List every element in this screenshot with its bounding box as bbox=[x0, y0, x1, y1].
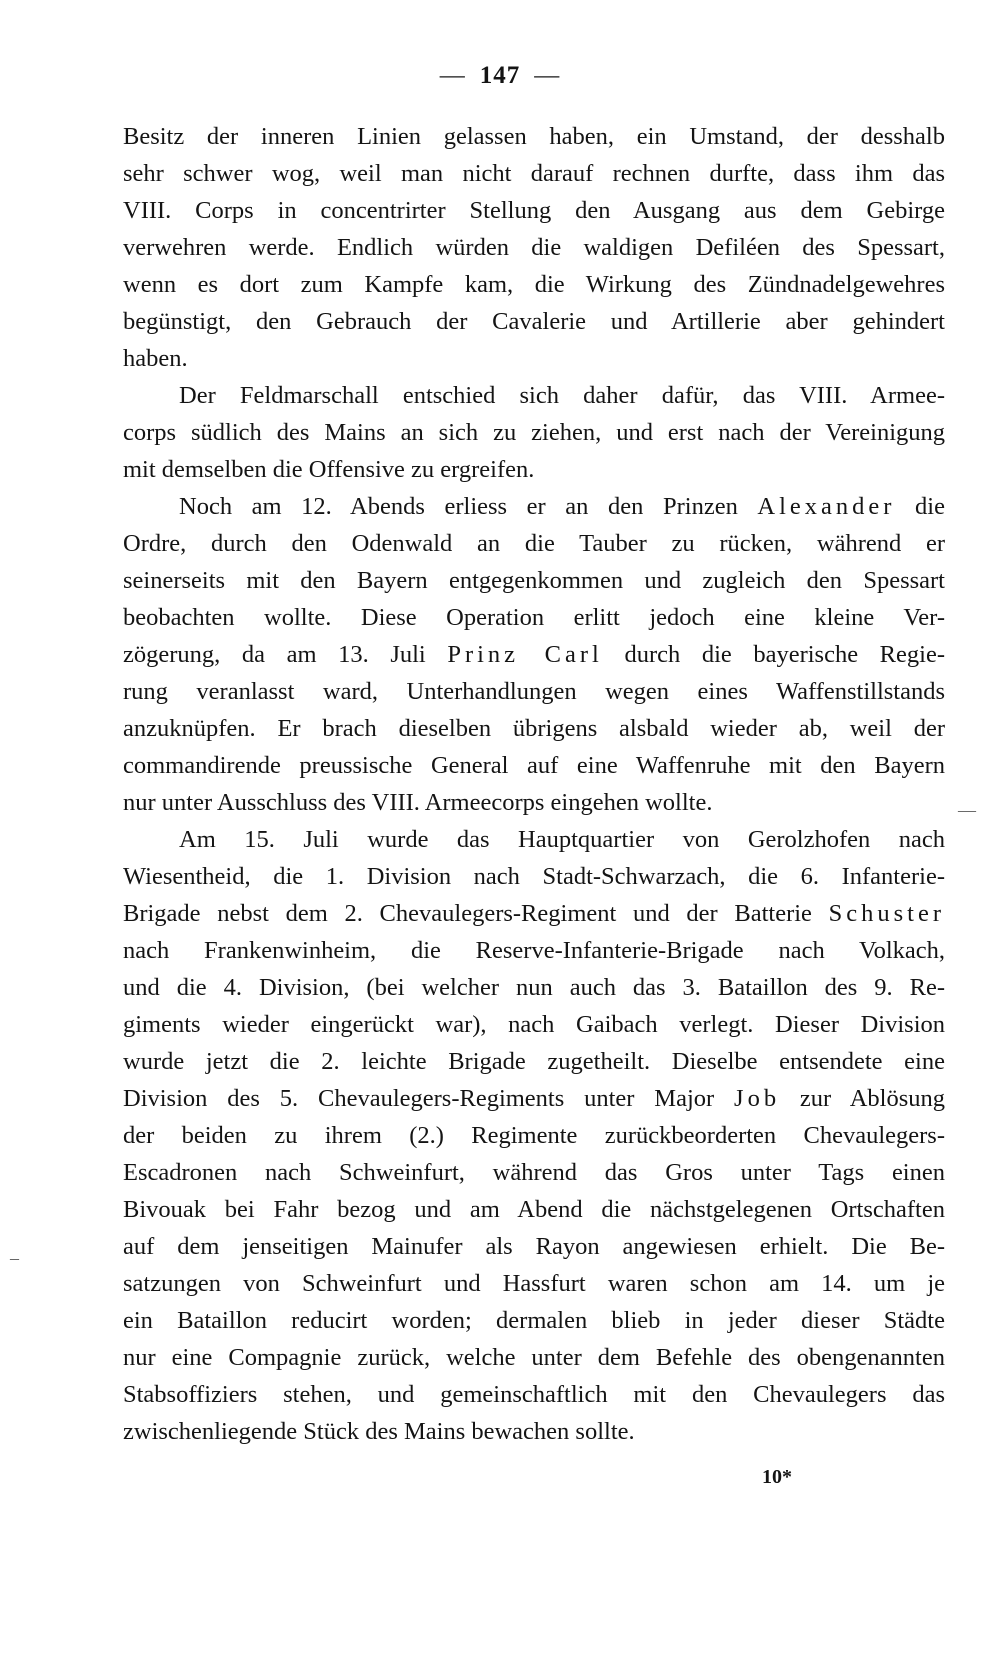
margin-mark: – bbox=[10, 1248, 19, 1268]
text-line bbox=[123, 636, 945, 673]
text-line: Wiesentheid, die 1. Division nach Stadt-Schwarzach, die 6. Infanterie- bbox=[123, 863, 945, 890]
person-name: Alexander bbox=[757, 493, 896, 520]
text-run: zur Ablösung bbox=[780, 1085, 945, 1112]
text-line: beobachten wollte. Diese Operation erlitt jedoch eine kleine Ver- bbox=[123, 604, 945, 631]
text-line: seinerseits mit den Bayern entgegenkommen und zugleich den Spessart bbox=[123, 567, 945, 594]
text-line: Ordre, durch den Odenwald an die Tauber zu rücken, während er bbox=[123, 530, 945, 557]
page-header bbox=[0, 62, 1000, 90]
text-line: nur unter Ausschluss des VIII. Armeecorps eingehen wollte. bbox=[123, 789, 713, 816]
text-run: Division des 5. Chevaulegers-Regiments unter Major bbox=[123, 1085, 735, 1112]
text-line: Bivouak bei Fahr bezog und am Abend die nächstgelegenen Ortschaften bbox=[123, 1196, 945, 1223]
text-line: auf dem jenseitigen Mainufer als Rayon angewiesen erhielt. Die Be- bbox=[123, 1233, 945, 1260]
text-line: nach Frankenwinheim, die Reserve-Infanterie-Brigade nach Volkach, bbox=[123, 937, 945, 964]
person-name: Schuster bbox=[828, 900, 945, 927]
text-line: und die 4. Division, (bei welcher nun auch das 3. Bataillon des 9. Re- bbox=[123, 974, 945, 1001]
text-line: Am 15. Juli wurde das Hauptquartier von Gerolzhofen nach bbox=[179, 826, 945, 853]
text-line: Escadronen nach Schweinfurt, während das Gros unter Tags einen bbox=[123, 1159, 945, 1186]
text-line: rung veranlasst ward, Unterhandlungen wegen eines Waffenstillstands bbox=[123, 678, 945, 705]
text-line: verwehren werde. Endlich würden die waldigen Defiléen des Spessart, bbox=[123, 234, 945, 261]
body-text bbox=[123, 118, 945, 1450]
text-line: mit demselben die Offensive zu ergreifen. bbox=[123, 456, 535, 483]
text-line: satzungen von Schweinfurt und Hassfurt waren schon am 14. um je bbox=[123, 1270, 945, 1297]
text-line: ein Bataillon reducirt worden; dermalen blieb in jeder dieser Städte bbox=[123, 1307, 945, 1334]
text-line: Besitz der inneren Linien gelassen haben, ein Umstand, der desshalb bbox=[123, 123, 945, 150]
text-line: wenn es dort zum Kampfe kam, die Wirkung des Zündnadelgewehres bbox=[123, 271, 945, 298]
text-line bbox=[123, 1080, 945, 1117]
text-line: VIII. Corps in concentrirter Stellung den Ausgang aus dem Gebirge bbox=[123, 197, 945, 224]
text-line: nur eine Compagnie zurück, welche unter dem Befehle des obengenannten bbox=[123, 1344, 945, 1371]
text-line: sehr schwer wog, weil man nicht darauf rechnen durfte, dass ihm das bbox=[123, 160, 945, 187]
header-dash-right: — bbox=[534, 62, 561, 89]
text-line: begünstigt, den Gebrauch der Cavalerie und Artillerie aber gehindert bbox=[123, 308, 945, 335]
text-run: durch die bayerische Regie- bbox=[602, 641, 945, 668]
signature-mark: 10* bbox=[762, 1466, 792, 1488]
text-run: zögerung, da am 13. Juli bbox=[123, 641, 448, 668]
text-line: anzuknüpfen. Er brach dieselben übrigens alsbald wieder ab, weil der bbox=[123, 715, 945, 742]
text-run: Brigade nebst dem 2. Chevaulegers-Regiment und der Batterie bbox=[123, 900, 829, 927]
text-line: haben. bbox=[123, 345, 188, 372]
header-dash-left: — bbox=[439, 62, 466, 89]
text-line: giments wieder eingerückt war), nach Gaibach verlegt. Dieser Division bbox=[123, 1011, 945, 1038]
person-name: Job bbox=[734, 1085, 781, 1112]
text-line bbox=[123, 488, 945, 525]
text-line: wurde jetzt die 2. leichte Brigade zugetheilt. Dieselbe entsendete eine bbox=[123, 1048, 945, 1075]
page-number: 147 bbox=[479, 62, 521, 89]
text-line: commandirende preussische General auf eine Waffenruhe mit den Bayern bbox=[123, 752, 945, 779]
text-line: corps südlich des Mains an sich zu ziehen, und erst nach der Vereinigung bbox=[123, 419, 945, 446]
text-run: die bbox=[895, 493, 945, 520]
margin-mark: — bbox=[958, 800, 976, 820]
text-run: Noch am 12. Abends erliess er an den Prinzen bbox=[179, 493, 758, 520]
text-line: Der Feldmarschall entschied sich daher dafür, das VIII. Armee- bbox=[179, 382, 945, 409]
text-line: der beiden zu ihrem (2.) Regimente zurückbeorderten Chevaulegers- bbox=[123, 1122, 945, 1149]
text-line: Stabsoffiziers stehen, und gemeinschaftlich mit den Chevaulegers das bbox=[123, 1381, 945, 1408]
text-line: zwischenliegende Stück des Mains bewachen sollte. bbox=[123, 1418, 635, 1445]
person-name: Prinz Carl bbox=[447, 641, 603, 668]
text-line bbox=[123, 895, 945, 932]
